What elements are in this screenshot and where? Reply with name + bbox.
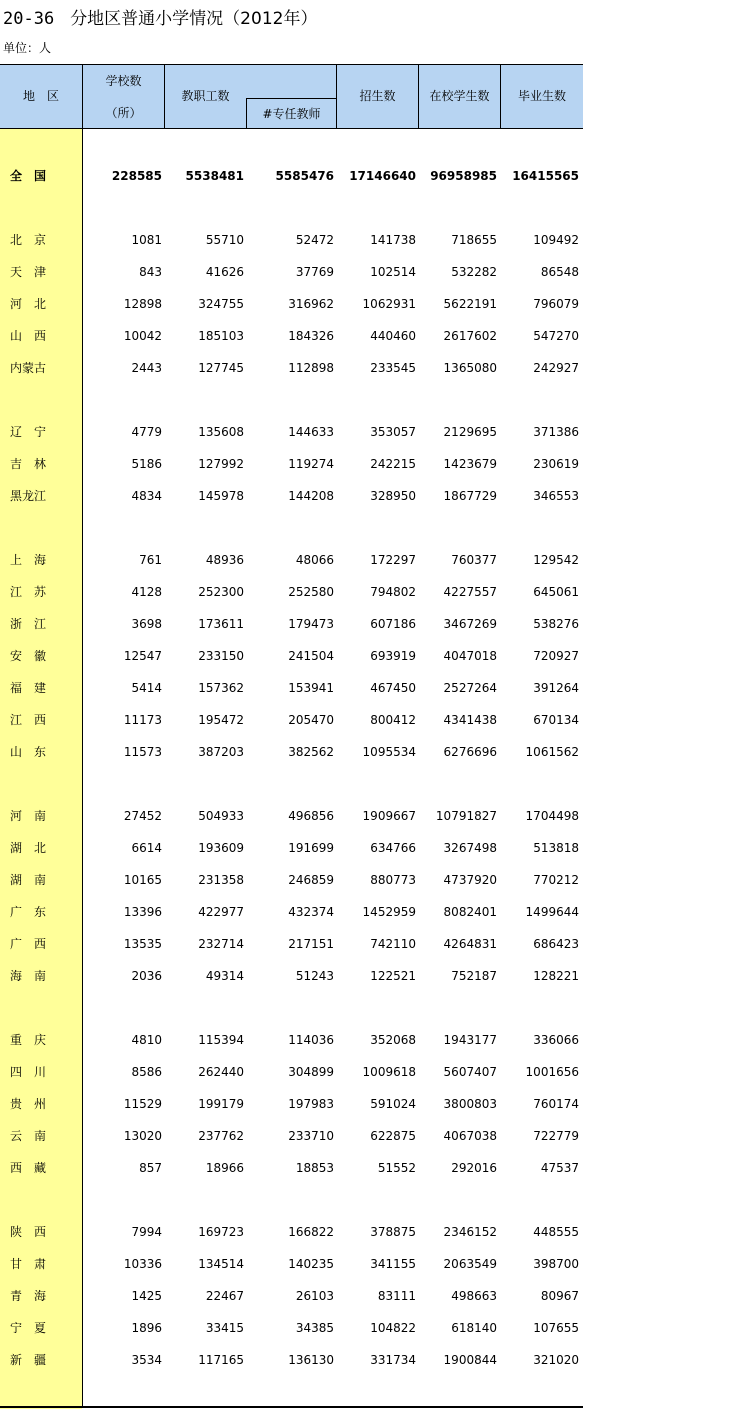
cell-teachers: 112898 bbox=[288, 361, 334, 375]
cell-teachers: 179473 bbox=[288, 617, 334, 631]
cell-teachers: 34385 bbox=[295, 1321, 334, 1335]
cell-enrollment: 83111 bbox=[377, 1289, 416, 1303]
table-row bbox=[0, 1286, 583, 1306]
table-row bbox=[0, 326, 583, 346]
table-title: 分地区普通小学情况（2012年） bbox=[70, 9, 318, 29]
region-name: 重 庆 bbox=[10, 1033, 47, 1047]
cell-graduates: 321020 bbox=[533, 1353, 579, 1367]
table-row bbox=[0, 1254, 583, 1274]
cell-enrollment: 622875 bbox=[370, 1129, 416, 1143]
cell-enrollment: 141738 bbox=[370, 233, 416, 247]
cell-teachers: 51243 bbox=[295, 969, 334, 983]
cell-graduates: 722779 bbox=[533, 1129, 579, 1143]
cell-staff: 422977 bbox=[198, 905, 244, 919]
cell-students: 96958985 bbox=[430, 169, 497, 183]
cell-enrollment: 233545 bbox=[370, 361, 416, 375]
cell-graduates: 128221 bbox=[533, 969, 579, 983]
cell-graduates: 538276 bbox=[533, 617, 579, 631]
cell-teachers: 233710 bbox=[288, 1129, 334, 1143]
cell-students: 2527264 bbox=[443, 681, 497, 695]
cell-enrollment: 353057 bbox=[370, 425, 416, 439]
cell-teachers: 144633 bbox=[288, 425, 334, 439]
region-name: 内蒙古 bbox=[10, 361, 47, 375]
table-row bbox=[0, 1222, 583, 1242]
table-number: 20-36 bbox=[3, 9, 55, 29]
cell-graduates: 336066 bbox=[533, 1033, 579, 1047]
cell-staff: 195472 bbox=[198, 713, 244, 727]
cell-staff: 33415 bbox=[205, 1321, 244, 1335]
cell-staff: 173611 bbox=[198, 617, 244, 631]
cell-students: 498663 bbox=[451, 1289, 497, 1303]
cell-enrollment: 1062931 bbox=[362, 297, 416, 311]
cell-teachers: 52472 bbox=[295, 233, 334, 247]
cell-teachers: 191699 bbox=[288, 841, 334, 855]
cell-students: 618140 bbox=[451, 1321, 497, 1335]
table-row bbox=[0, 1158, 583, 1178]
header-students: 在校学生数 bbox=[429, 89, 490, 103]
cell-graduates: 670134 bbox=[533, 713, 579, 727]
table-row bbox=[0, 902, 583, 922]
cell-students: 4227557 bbox=[443, 585, 497, 599]
cell-graduates: 645061 bbox=[533, 585, 579, 599]
table-row bbox=[0, 678, 583, 698]
cell-schools: 228585 bbox=[111, 169, 162, 183]
cell-graduates: 16415565 bbox=[512, 169, 579, 183]
cell-graduates: 547270 bbox=[533, 329, 579, 343]
region-name: 湖 北 bbox=[10, 841, 47, 855]
cell-staff: 49314 bbox=[205, 969, 244, 983]
table-row bbox=[0, 1062, 583, 1082]
table-bottom-rule bbox=[0, 1406, 583, 1408]
cell-staff: 169723 bbox=[198, 1225, 244, 1239]
table-row bbox=[0, 838, 583, 858]
cell-schools: 5186 bbox=[131, 457, 162, 471]
cell-teachers: 304899 bbox=[288, 1065, 334, 1079]
cell-enrollment: 242215 bbox=[370, 457, 416, 471]
cell-schools: 13396 bbox=[123, 905, 162, 919]
cell-staff: 134514 bbox=[198, 1257, 244, 1271]
cell-teachers: 432374 bbox=[288, 905, 334, 919]
cell-enrollment: 378875 bbox=[370, 1225, 416, 1239]
cell-students: 292016 bbox=[451, 1161, 497, 1175]
region-name: 陕 西 bbox=[10, 1225, 47, 1239]
cell-graduates: 513818 bbox=[533, 841, 579, 855]
unit-label: 单位：人 bbox=[3, 41, 52, 55]
cell-teachers: 246859 bbox=[288, 873, 334, 887]
cell-schools: 27452 bbox=[123, 809, 162, 823]
cell-graduates: 398700 bbox=[533, 1257, 579, 1271]
cell-staff: 252300 bbox=[198, 585, 244, 599]
cell-teachers: 316962 bbox=[288, 297, 334, 311]
region-name: 福 建 bbox=[10, 681, 47, 695]
region-name: 河 北 bbox=[10, 297, 47, 311]
cell-schools: 843 bbox=[139, 265, 162, 279]
cell-enrollment: 794802 bbox=[370, 585, 416, 599]
cell-teachers: 382562 bbox=[288, 745, 334, 759]
table-row bbox=[0, 1094, 583, 1114]
cell-staff: 185103 bbox=[198, 329, 244, 343]
cell-students: 3800803 bbox=[443, 1097, 497, 1111]
cell-enrollment: 17146640 bbox=[349, 169, 416, 183]
header-graduates: 毕业生数 bbox=[517, 89, 566, 103]
cell-graduates: 720927 bbox=[533, 649, 579, 663]
cell-students: 1900844 bbox=[443, 1353, 497, 1367]
cell-teachers: 197983 bbox=[288, 1097, 334, 1111]
cell-schools: 4128 bbox=[131, 585, 162, 599]
header-region: 地 区 bbox=[22, 89, 59, 103]
cell-graduates: 1499644 bbox=[525, 905, 579, 919]
region-name: 全 国 bbox=[10, 169, 47, 183]
table-row bbox=[0, 710, 583, 730]
cell-teachers: 166822 bbox=[288, 1225, 334, 1239]
cell-enrollment: 1009618 bbox=[362, 1065, 416, 1079]
table-row bbox=[0, 614, 583, 634]
region-name: 天 津 bbox=[10, 265, 47, 279]
cell-enrollment: 328950 bbox=[370, 489, 416, 503]
cell-students: 5622191 bbox=[443, 297, 497, 311]
region-name: 上 海 bbox=[10, 553, 47, 567]
cell-teachers: 205470 bbox=[288, 713, 334, 727]
table-row bbox=[0, 294, 583, 314]
cell-staff: 504933 bbox=[198, 809, 244, 823]
cell-graduates: 371386 bbox=[533, 425, 579, 439]
cell-schools: 3534 bbox=[131, 1353, 162, 1367]
table-row bbox=[0, 742, 583, 762]
header-teachers: #专任教师 bbox=[262, 107, 321, 121]
region-name: 四 川 bbox=[10, 1065, 47, 1079]
cell-students: 718655 bbox=[451, 233, 497, 247]
cell-staff: 233150 bbox=[198, 649, 244, 663]
cell-staff: 22467 bbox=[205, 1289, 244, 1303]
cell-schools: 1081 bbox=[131, 233, 162, 247]
cell-teachers: 114036 bbox=[288, 1033, 334, 1047]
cell-graduates: 1061562 bbox=[525, 745, 579, 759]
cell-enrollment: 104822 bbox=[370, 1321, 416, 1335]
table-row bbox=[0, 262, 583, 282]
cell-staff: 127992 bbox=[198, 457, 244, 471]
cell-enrollment: 1095534 bbox=[362, 745, 416, 759]
cell-graduates: 760174 bbox=[533, 1097, 579, 1111]
cell-enrollment: 1452959 bbox=[362, 905, 416, 919]
cell-graduates: 770212 bbox=[533, 873, 579, 887]
cell-teachers: 18853 bbox=[295, 1161, 334, 1175]
region-name: 西 藏 bbox=[10, 1161, 47, 1175]
cell-graduates: 1704498 bbox=[525, 809, 579, 823]
cell-graduates: 230619 bbox=[533, 457, 579, 471]
cell-teachers: 140235 bbox=[288, 1257, 334, 1271]
header-bottom-rule bbox=[0, 128, 583, 129]
cell-staff: 55710 bbox=[205, 233, 244, 247]
cell-graduates: 109492 bbox=[533, 233, 579, 247]
cell-staff: 262440 bbox=[198, 1065, 244, 1079]
cell-teachers: 37769 bbox=[295, 265, 334, 279]
cell-staff: 5538481 bbox=[185, 169, 244, 183]
cell-enrollment: 800412 bbox=[370, 713, 416, 727]
cell-schools: 11173 bbox=[123, 713, 162, 727]
region-name: 吉 林 bbox=[10, 457, 47, 471]
region-name: 江 苏 bbox=[10, 585, 47, 599]
cell-graduates: 796079 bbox=[533, 297, 579, 311]
cell-teachers: 241504 bbox=[288, 649, 334, 663]
cell-teachers: 252580 bbox=[288, 585, 334, 599]
cell-graduates: 242927 bbox=[533, 361, 579, 375]
cell-schools: 1425 bbox=[131, 1289, 162, 1303]
cell-schools: 10165 bbox=[123, 873, 162, 887]
cell-schools: 4810 bbox=[131, 1033, 162, 1047]
region-name: 山 西 bbox=[10, 329, 47, 343]
table-row bbox=[0, 454, 583, 474]
cell-staff: 157362 bbox=[198, 681, 244, 695]
cell-graduates: 47537 bbox=[540, 1161, 579, 1175]
region-name: 辽 宁 bbox=[10, 425, 47, 439]
cell-enrollment: 1909667 bbox=[362, 809, 416, 823]
table-row bbox=[0, 358, 583, 378]
cell-enrollment: 440460 bbox=[370, 329, 416, 343]
region-name: 广 东 bbox=[10, 905, 47, 919]
cell-teachers: 5585476 bbox=[275, 169, 334, 183]
cell-schools: 4779 bbox=[131, 425, 162, 439]
cell-students: 1867729 bbox=[443, 489, 497, 503]
table-row bbox=[0, 646, 583, 666]
header-schools: 学校数 bbox=[105, 74, 142, 88]
cell-students: 6276696 bbox=[443, 745, 497, 759]
cell-graduates: 346553 bbox=[533, 489, 579, 503]
region-name: 广 西 bbox=[10, 937, 47, 951]
cell-schools: 2443 bbox=[131, 361, 162, 375]
cell-students: 1943177 bbox=[443, 1033, 497, 1047]
table-row bbox=[0, 934, 583, 954]
region-name: 浙 江 bbox=[10, 617, 47, 631]
cell-enrollment: 467450 bbox=[370, 681, 416, 695]
cell-enrollment: 742110 bbox=[370, 937, 416, 951]
cell-schools: 4834 bbox=[131, 489, 162, 503]
cell-students: 10791827 bbox=[435, 809, 497, 823]
cell-teachers: 217151 bbox=[288, 937, 334, 951]
region-name: 宁 夏 bbox=[10, 1321, 47, 1335]
cell-teachers: 144208 bbox=[288, 489, 334, 503]
cell-students: 4067038 bbox=[443, 1129, 497, 1143]
cell-schools: 10042 bbox=[123, 329, 162, 343]
cell-teachers: 119274 bbox=[288, 457, 334, 471]
cell-staff: 48936 bbox=[205, 553, 244, 567]
cell-schools: 7994 bbox=[131, 1225, 162, 1239]
cell-staff: 41626 bbox=[205, 265, 244, 279]
cell-teachers: 153941 bbox=[288, 681, 334, 695]
cell-schools: 857 bbox=[139, 1161, 162, 1175]
table-row bbox=[0, 486, 583, 506]
cell-schools: 2036 bbox=[131, 969, 162, 983]
header-enrollment: 招生数 bbox=[359, 89, 396, 103]
table-row bbox=[0, 230, 583, 250]
region-name: 贵 州 bbox=[10, 1097, 47, 1111]
cell-graduates: 86548 bbox=[540, 265, 579, 279]
cell-students: 3467269 bbox=[443, 617, 497, 631]
cell-students: 760377 bbox=[451, 553, 497, 567]
table-row bbox=[0, 550, 583, 570]
cell-staff: 231358 bbox=[198, 873, 244, 887]
region-name: 新 疆 bbox=[10, 1353, 47, 1367]
cell-staff: 115394 bbox=[198, 1033, 244, 1047]
cell-staff: 324755 bbox=[198, 297, 244, 311]
cell-staff: 199179 bbox=[198, 1097, 244, 1111]
cell-staff: 135608 bbox=[198, 425, 244, 439]
cell-students: 752187 bbox=[451, 969, 497, 983]
cell-graduates: 107655 bbox=[533, 1321, 579, 1335]
cell-enrollment: 693919 bbox=[370, 649, 416, 663]
cell-schools: 13020 bbox=[123, 1129, 162, 1143]
cell-schools: 11529 bbox=[123, 1097, 162, 1111]
cell-enrollment: 341155 bbox=[370, 1257, 416, 1271]
cell-schools: 6614 bbox=[131, 841, 162, 855]
cell-staff: 127745 bbox=[198, 361, 244, 375]
cell-students: 4341438 bbox=[443, 713, 497, 727]
table-row bbox=[0, 1318, 583, 1338]
cell-students: 4264831 bbox=[443, 937, 497, 951]
cell-schools: 10336 bbox=[123, 1257, 162, 1271]
region-column-band bbox=[0, 128, 82, 1409]
cell-schools: 761 bbox=[139, 553, 162, 567]
cell-enrollment: 102514 bbox=[370, 265, 416, 279]
cell-enrollment: 352068 bbox=[370, 1033, 416, 1047]
cell-graduates: 448555 bbox=[533, 1225, 579, 1239]
cell-staff: 237762 bbox=[198, 1129, 244, 1143]
cell-enrollment: 122521 bbox=[370, 969, 416, 983]
table-row bbox=[0, 870, 583, 890]
header-staff: 教职工数 bbox=[181, 89, 230, 103]
cell-students: 1365080 bbox=[443, 361, 497, 375]
cell-students: 2617602 bbox=[443, 329, 497, 343]
cell-schools: 1896 bbox=[131, 1321, 162, 1335]
cell-schools: 12547 bbox=[123, 649, 162, 663]
cell-teachers: 48066 bbox=[295, 553, 334, 567]
table-row-total bbox=[0, 166, 583, 186]
cell-students: 2346152 bbox=[443, 1225, 497, 1239]
cell-staff: 387203 bbox=[198, 745, 244, 759]
page-title bbox=[3, 6, 317, 32]
cell-enrollment: 607186 bbox=[370, 617, 416, 631]
cell-enrollment: 51552 bbox=[377, 1161, 416, 1175]
region-name: 青 海 bbox=[10, 1289, 47, 1303]
cell-enrollment: 331734 bbox=[370, 1353, 416, 1367]
region-name: 安 徽 bbox=[10, 649, 47, 663]
region-name: 湖 南 bbox=[10, 873, 47, 887]
region-name: 北 京 bbox=[10, 233, 47, 247]
table-row bbox=[0, 1350, 583, 1370]
cell-students: 2129695 bbox=[443, 425, 497, 439]
header-schools-unit: （所） bbox=[105, 106, 142, 120]
cell-students: 5607407 bbox=[443, 1065, 497, 1079]
cell-students: 4047018 bbox=[443, 649, 497, 663]
cell-students: 4737920 bbox=[443, 873, 497, 887]
cell-graduates: 391264 bbox=[533, 681, 579, 695]
cell-students: 1423679 bbox=[443, 457, 497, 471]
cell-enrollment: 591024 bbox=[370, 1097, 416, 1111]
cell-schools: 8586 bbox=[131, 1065, 162, 1079]
cell-staff: 193609 bbox=[198, 841, 244, 855]
cell-schools: 11573 bbox=[123, 745, 162, 759]
cell-graduates: 129542 bbox=[533, 553, 579, 567]
table-row bbox=[0, 582, 583, 602]
cell-teachers: 496856 bbox=[288, 809, 334, 823]
table-row bbox=[0, 1030, 583, 1050]
cell-schools: 13535 bbox=[123, 937, 162, 951]
cell-graduates: 1001656 bbox=[525, 1065, 579, 1079]
cell-graduates: 80967 bbox=[540, 1289, 579, 1303]
cell-schools: 12898 bbox=[123, 297, 162, 311]
table-row bbox=[0, 806, 583, 826]
cell-staff: 18966 bbox=[205, 1161, 244, 1175]
header-sub-rule bbox=[246, 98, 336, 99]
region-name: 甘 肃 bbox=[10, 1257, 47, 1271]
region-name: 山 东 bbox=[10, 745, 47, 759]
cell-enrollment: 880773 bbox=[370, 873, 416, 887]
cell-teachers: 136130 bbox=[288, 1353, 334, 1367]
cell-staff: 117165 bbox=[198, 1353, 244, 1367]
cell-enrollment: 172297 bbox=[370, 553, 416, 567]
cell-students: 2063549 bbox=[443, 1257, 497, 1271]
region-name: 河 南 bbox=[10, 809, 47, 823]
region-name: 江 西 bbox=[10, 713, 47, 727]
cell-graduates: 686423 bbox=[533, 937, 579, 951]
cell-staff: 145978 bbox=[198, 489, 244, 503]
cell-schools: 5414 bbox=[131, 681, 162, 695]
cell-enrollment: 634766 bbox=[370, 841, 416, 855]
cell-students: 3267498 bbox=[443, 841, 497, 855]
table-row bbox=[0, 1126, 583, 1146]
cell-schools: 3698 bbox=[131, 617, 162, 631]
cell-staff: 232714 bbox=[198, 937, 244, 951]
cell-students: 8082401 bbox=[443, 905, 497, 919]
cell-students: 532282 bbox=[451, 265, 497, 279]
region-name: 黑龙江 bbox=[10, 489, 47, 503]
cell-teachers: 26103 bbox=[295, 1289, 334, 1303]
table-row bbox=[0, 966, 583, 986]
cell-teachers: 184326 bbox=[288, 329, 334, 343]
region-name: 云 南 bbox=[10, 1129, 47, 1143]
table-row bbox=[0, 422, 583, 442]
region-name: 海 南 bbox=[10, 969, 47, 983]
